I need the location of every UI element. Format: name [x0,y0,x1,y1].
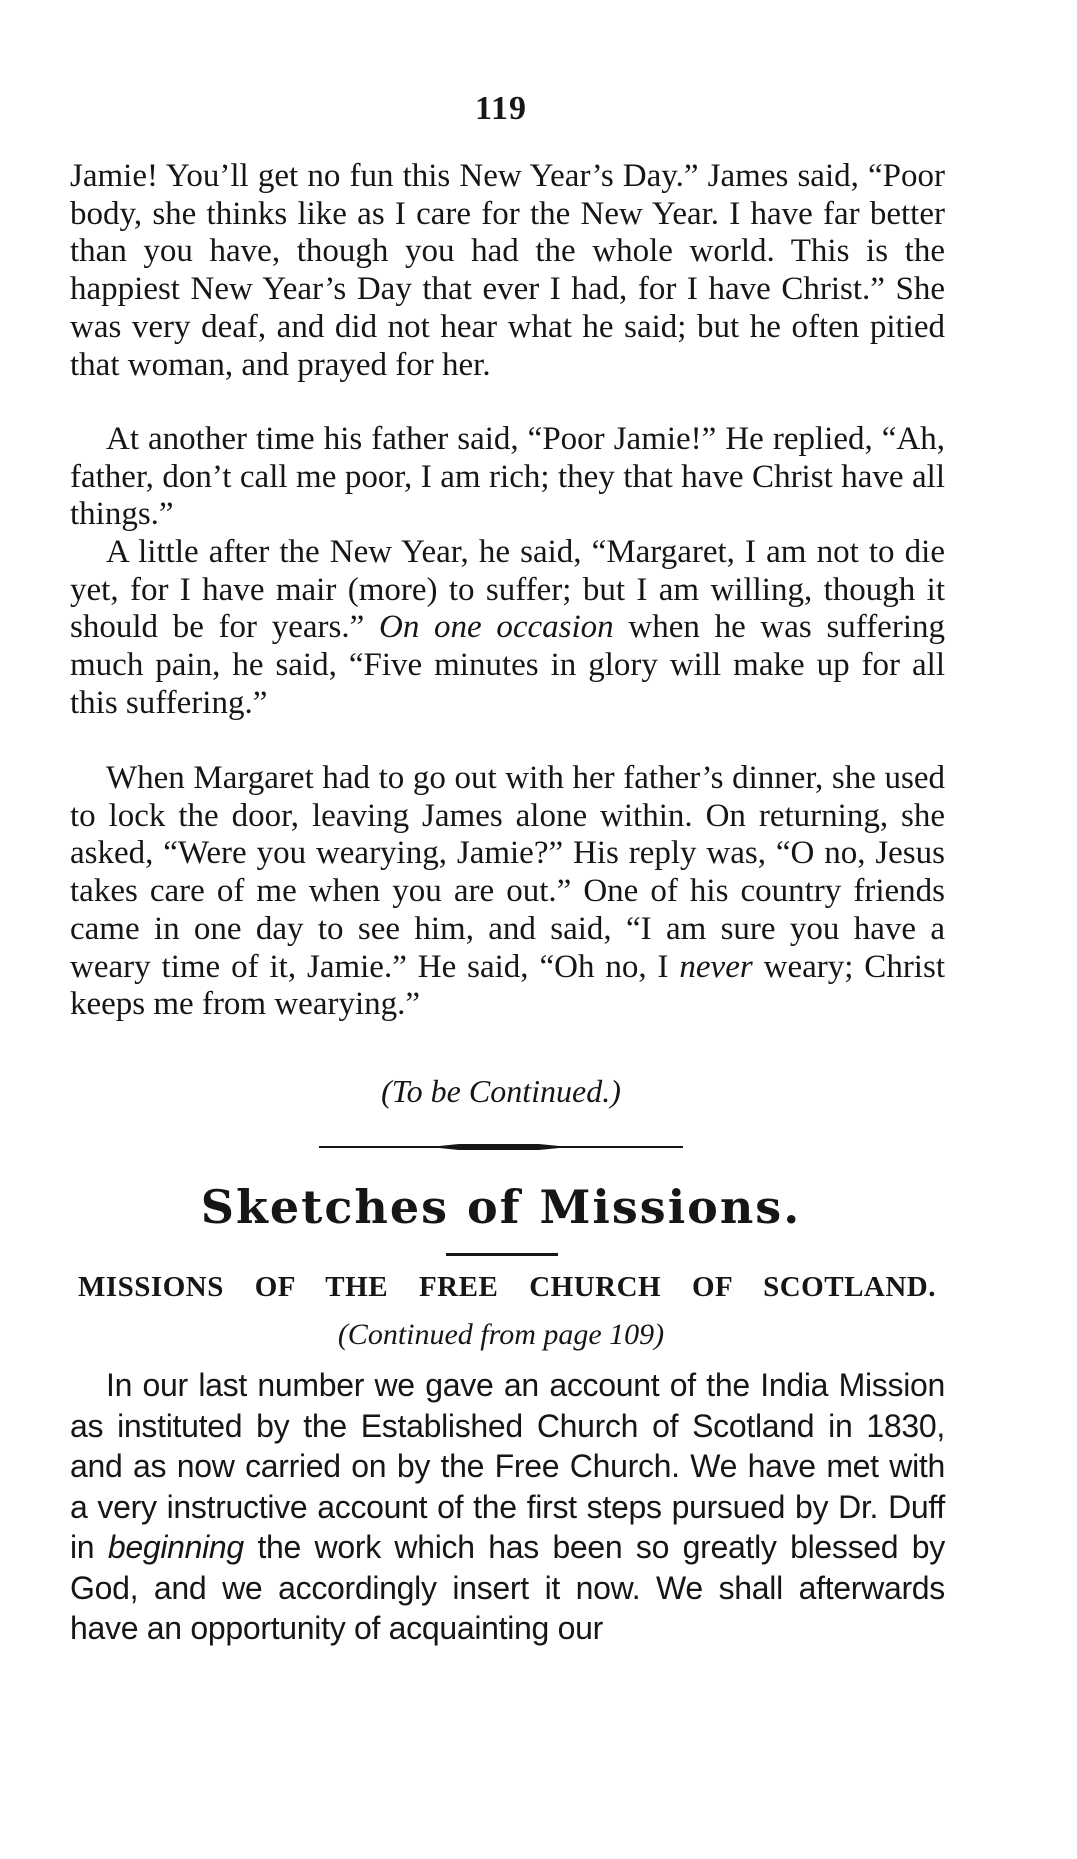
paragraph [70,158,945,384]
paragraph-text: weary; Christ keeps me from wearying.” [70,948,945,1023]
paragraph-text: A little after the New Year, he said, “Margaret, I am not to die yet, for I have mair (more) to suffer; but I am willing, though it should be for years.” [70,534,945,646]
page-number: 119 [474,90,528,127]
paragraph-text: Jamie! You’ll get no fun this New Year’s Day.” James said, “Poor body, she thinks like as I care for the New Year. I have far better than you have, though you had the whole world. This is the happiest New Year’s Day that ever I had, for I have Christ.” She was very deaf, and did not hear what he said; but he often pitied that woman, and prayed for her. [70,158,945,383]
paragraph [70,760,945,1024]
paragraph-text: when he was suffering much pain, he said, “Five minutes in glory will make up for all this suffering.” [70,609,945,721]
italic-text: never [679,948,753,985]
italic-text: beginning [107,1529,244,1565]
section-heading: Sketches of Missions. [200,1180,802,1234]
to-be-continued-note: (To be Continued.) [381,1073,621,1109]
article-title: MISSIONS OF THE FREE CHURCH OF SCOTLAND. [78,1271,936,1303]
paragraph [70,1365,945,1649]
ornamental-rule [319,1143,683,1151]
paragraph-text: In our last number we gave an account of the India Mission as instituted by the Established Church of Scotland in 1830, and as now carried on by the Free Church. We have met with a very instructive account of the first steps pursued by Dr. Duff in [70,1367,945,1565]
article-subtitle: (Continued from page 109) [337,1318,665,1351]
divider [446,1253,558,1256]
paragraph [70,421,945,534]
paragraph-text: the work which has been so greatly blessed by God, and we accordingly insert it now. We shall afterwards have an opportunity of acquainting our [70,1529,946,1646]
paragraph-text: At another time his father said, “Poor Jamie!” He replied, “Ah, father, don’t call me poor, I am rich; they that have Christ have all things.” [70,421,945,533]
paragraph [70,534,945,723]
italic-text: On one occasion [378,609,614,646]
paragraph-text: When Margaret had to go out with her father’s dinner, she used to lock the door, leaving James alone within. On returning, she asked, “Were you wearying, Jamie?” His reply was, “O no, Jesus takes care of me when you are out.” One of his country friends came in one day to see him, and said, “I am sure you have a weary time of it, Jamie.” He said, “Oh no, I [70,760,945,985]
